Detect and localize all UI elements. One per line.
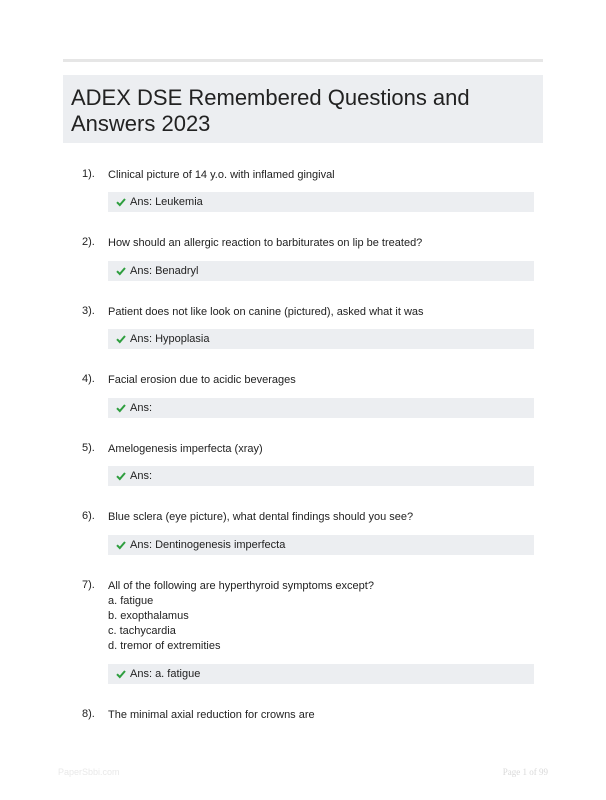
answer-box [108, 664, 534, 684]
question-text: Amelogenesis imperfecta (xray) [108, 443, 263, 455]
question-text: How should an allergic reaction to barbiturates on lip be treated? [108, 237, 423, 249]
question-number: 3). [82, 305, 95, 317]
footer-watermark: PaperSbbi.com [58, 767, 120, 777]
title-banner [63, 75, 543, 143]
answer-text: Ans: Benadryl [130, 265, 199, 277]
answer-box [108, 466, 534, 486]
question-text: Clinical picture of 14 y.o. with inflamed gingival [108, 169, 335, 181]
option-item: b. exopthalamus [108, 610, 189, 622]
question-number: 6). [82, 510, 95, 522]
question-number: 8). [82, 708, 95, 720]
answer-text: Ans: Leukemia [130, 196, 203, 208]
top-divider [63, 59, 543, 62]
answer-text: Ans: a. fatigue [130, 668, 201, 680]
answer-text: Ans: [130, 470, 153, 482]
check-icon [116, 471, 126, 481]
answer-box [108, 398, 534, 418]
option-item: a. fatigue [108, 595, 154, 607]
answer-box [108, 535, 534, 555]
answer-text: Ans: Hypoplasia [130, 333, 210, 345]
answer-box [108, 329, 534, 349]
question-text: All of the following are hyperthyroid symptoms except? [108, 580, 374, 592]
question-text: Patient does not like look on canine (pictured), asked what it was [108, 306, 424, 318]
answer-box [108, 192, 534, 212]
check-icon [116, 540, 126, 550]
option-item: c. tachycardia [108, 625, 176, 637]
check-icon [116, 266, 126, 276]
question-text: The minimal axial reduction for crowns are [108, 709, 315, 721]
question-text: Blue sclera (eye picture), what dental findings should you see? [108, 511, 414, 523]
option-list [108, 594, 220, 654]
option-item: d. tremor of extremities [108, 640, 221, 652]
document-title: ADEX DSE Remembered Questions and Answers 2023 [71, 85, 470, 136]
check-icon [116, 403, 126, 413]
question-number: 7). [82, 579, 95, 591]
answer-text: Ans: [130, 402, 153, 414]
answer-box [108, 261, 534, 281]
check-icon [116, 197, 126, 207]
question-number: 2). [82, 236, 95, 248]
page-number: Page 1 of 99 [502, 767, 548, 777]
check-icon [116, 334, 126, 344]
question-number: 4). [82, 373, 95, 385]
question-text: Facial erosion due to acidic beverages [108, 374, 296, 386]
answer-text: Ans: Dentinogenesis imperfecta [130, 539, 286, 551]
check-icon [116, 669, 126, 679]
question-number: 5). [82, 442, 95, 454]
question-number: 1). [82, 168, 95, 180]
